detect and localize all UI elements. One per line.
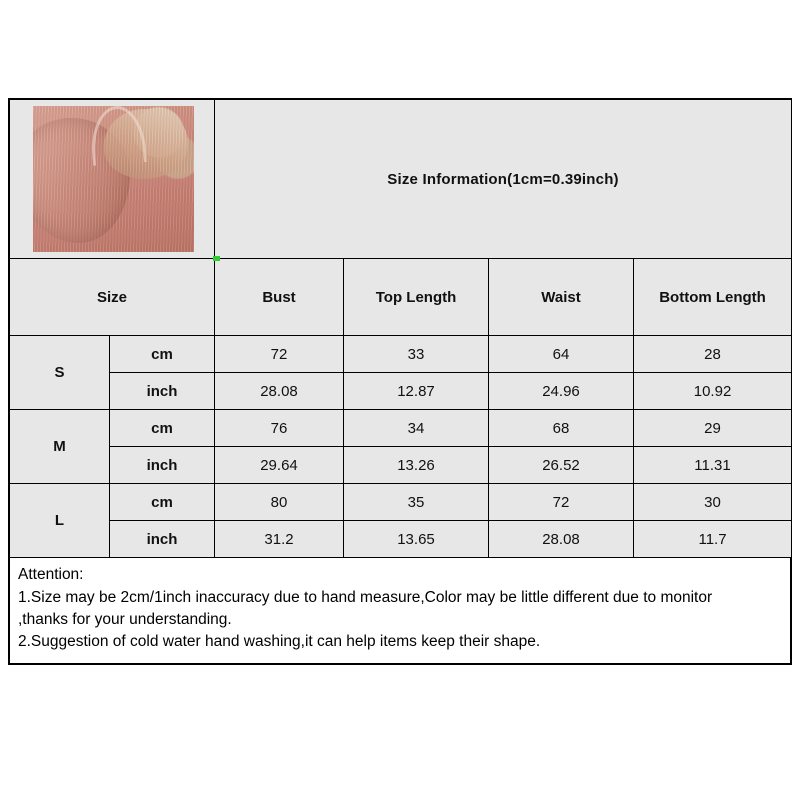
- attention-line-1: 1.Size may be 2cm/1inch inaccuracy due to hand measure,Color may be little different due to monitor: [18, 589, 713, 606]
- cell-l-cm-waist: 72: [489, 484, 634, 521]
- attention-line-3: 2.Suggestion of cold water hand washing,it can help items keep their shape.: [18, 633, 541, 650]
- banner-row: [10, 100, 792, 259]
- size-information-title: Size Information(1cm=0.39inch): [215, 100, 792, 259]
- cell-s-inch-bust: 28.08: [215, 373, 344, 410]
- attention-heading: Attention:: [18, 566, 84, 583]
- cell-m-inch-bust: 29.64: [215, 447, 344, 484]
- cell-l-inch-top-length: 13.65: [344, 521, 489, 558]
- cell-m-cm-bust: 76: [215, 410, 344, 447]
- unit-inch: inch: [110, 521, 215, 558]
- table-row: [10, 447, 792, 484]
- column-header-row: [10, 259, 792, 336]
- table-row: [10, 521, 792, 558]
- column-header-bottom-length: Bottom Length: [634, 259, 792, 336]
- cell-l-inch-waist: 28.08: [489, 521, 634, 558]
- product-photo: [33, 106, 194, 252]
- column-header-top-length: Top Length: [344, 259, 489, 336]
- column-header-waist: Waist: [489, 259, 634, 336]
- unit-cm: cm: [110, 410, 215, 447]
- cell-l-cm-bottom-length: 30: [634, 484, 792, 521]
- unit-inch: inch: [110, 447, 215, 484]
- row-size-label-m: M: [10, 410, 110, 484]
- green-marker-dot: [213, 256, 220, 261]
- cell-l-inch-bottom-length: 11.7: [634, 521, 792, 558]
- cell-s-cm-bottom-length: 28: [634, 336, 792, 373]
- cell-m-inch-bottom-length: 11.31: [634, 447, 792, 484]
- unit-cm: cm: [110, 484, 215, 521]
- attention-line-2: ,thanks for your understanding.: [18, 611, 232, 628]
- size-chart-container: [8, 98, 792, 665]
- cell-s-inch-top-length: 12.87: [344, 373, 489, 410]
- unit-inch: inch: [110, 373, 215, 410]
- attention-note: [9, 558, 791, 664]
- cell-m-inch-top-length: 13.26: [344, 447, 489, 484]
- cell-s-cm-bust: 72: [215, 336, 344, 373]
- size-table: [9, 99, 792, 558]
- table-row: [10, 410, 792, 447]
- table-row: [10, 373, 792, 410]
- cell-l-cm-bust: 80: [215, 484, 344, 521]
- cell-l-inch-bust: 31.2: [215, 521, 344, 558]
- cell-s-cm-waist: 64: [489, 336, 634, 373]
- table-row: [10, 484, 792, 521]
- cell-m-inch-waist: 26.52: [489, 447, 634, 484]
- cell-m-cm-top-length: 34: [344, 410, 489, 447]
- table-row: [10, 336, 792, 373]
- column-header-bust: Bust: [215, 259, 344, 336]
- size-column-header: Size: [10, 259, 215, 336]
- row-size-label-l: L: [10, 484, 110, 558]
- cell-m-cm-bottom-length: 29: [634, 410, 792, 447]
- cell-s-inch-bottom-length: 10.92: [634, 373, 792, 410]
- product-photo-cell: [10, 100, 215, 259]
- cell-s-cm-top-length: 33: [344, 336, 489, 373]
- row-size-label-s: S: [10, 336, 110, 410]
- unit-cm: cm: [110, 336, 215, 373]
- cell-s-inch-waist: 24.96: [489, 373, 634, 410]
- cell-m-cm-waist: 68: [489, 410, 634, 447]
- cell-l-cm-top-length: 35: [344, 484, 489, 521]
